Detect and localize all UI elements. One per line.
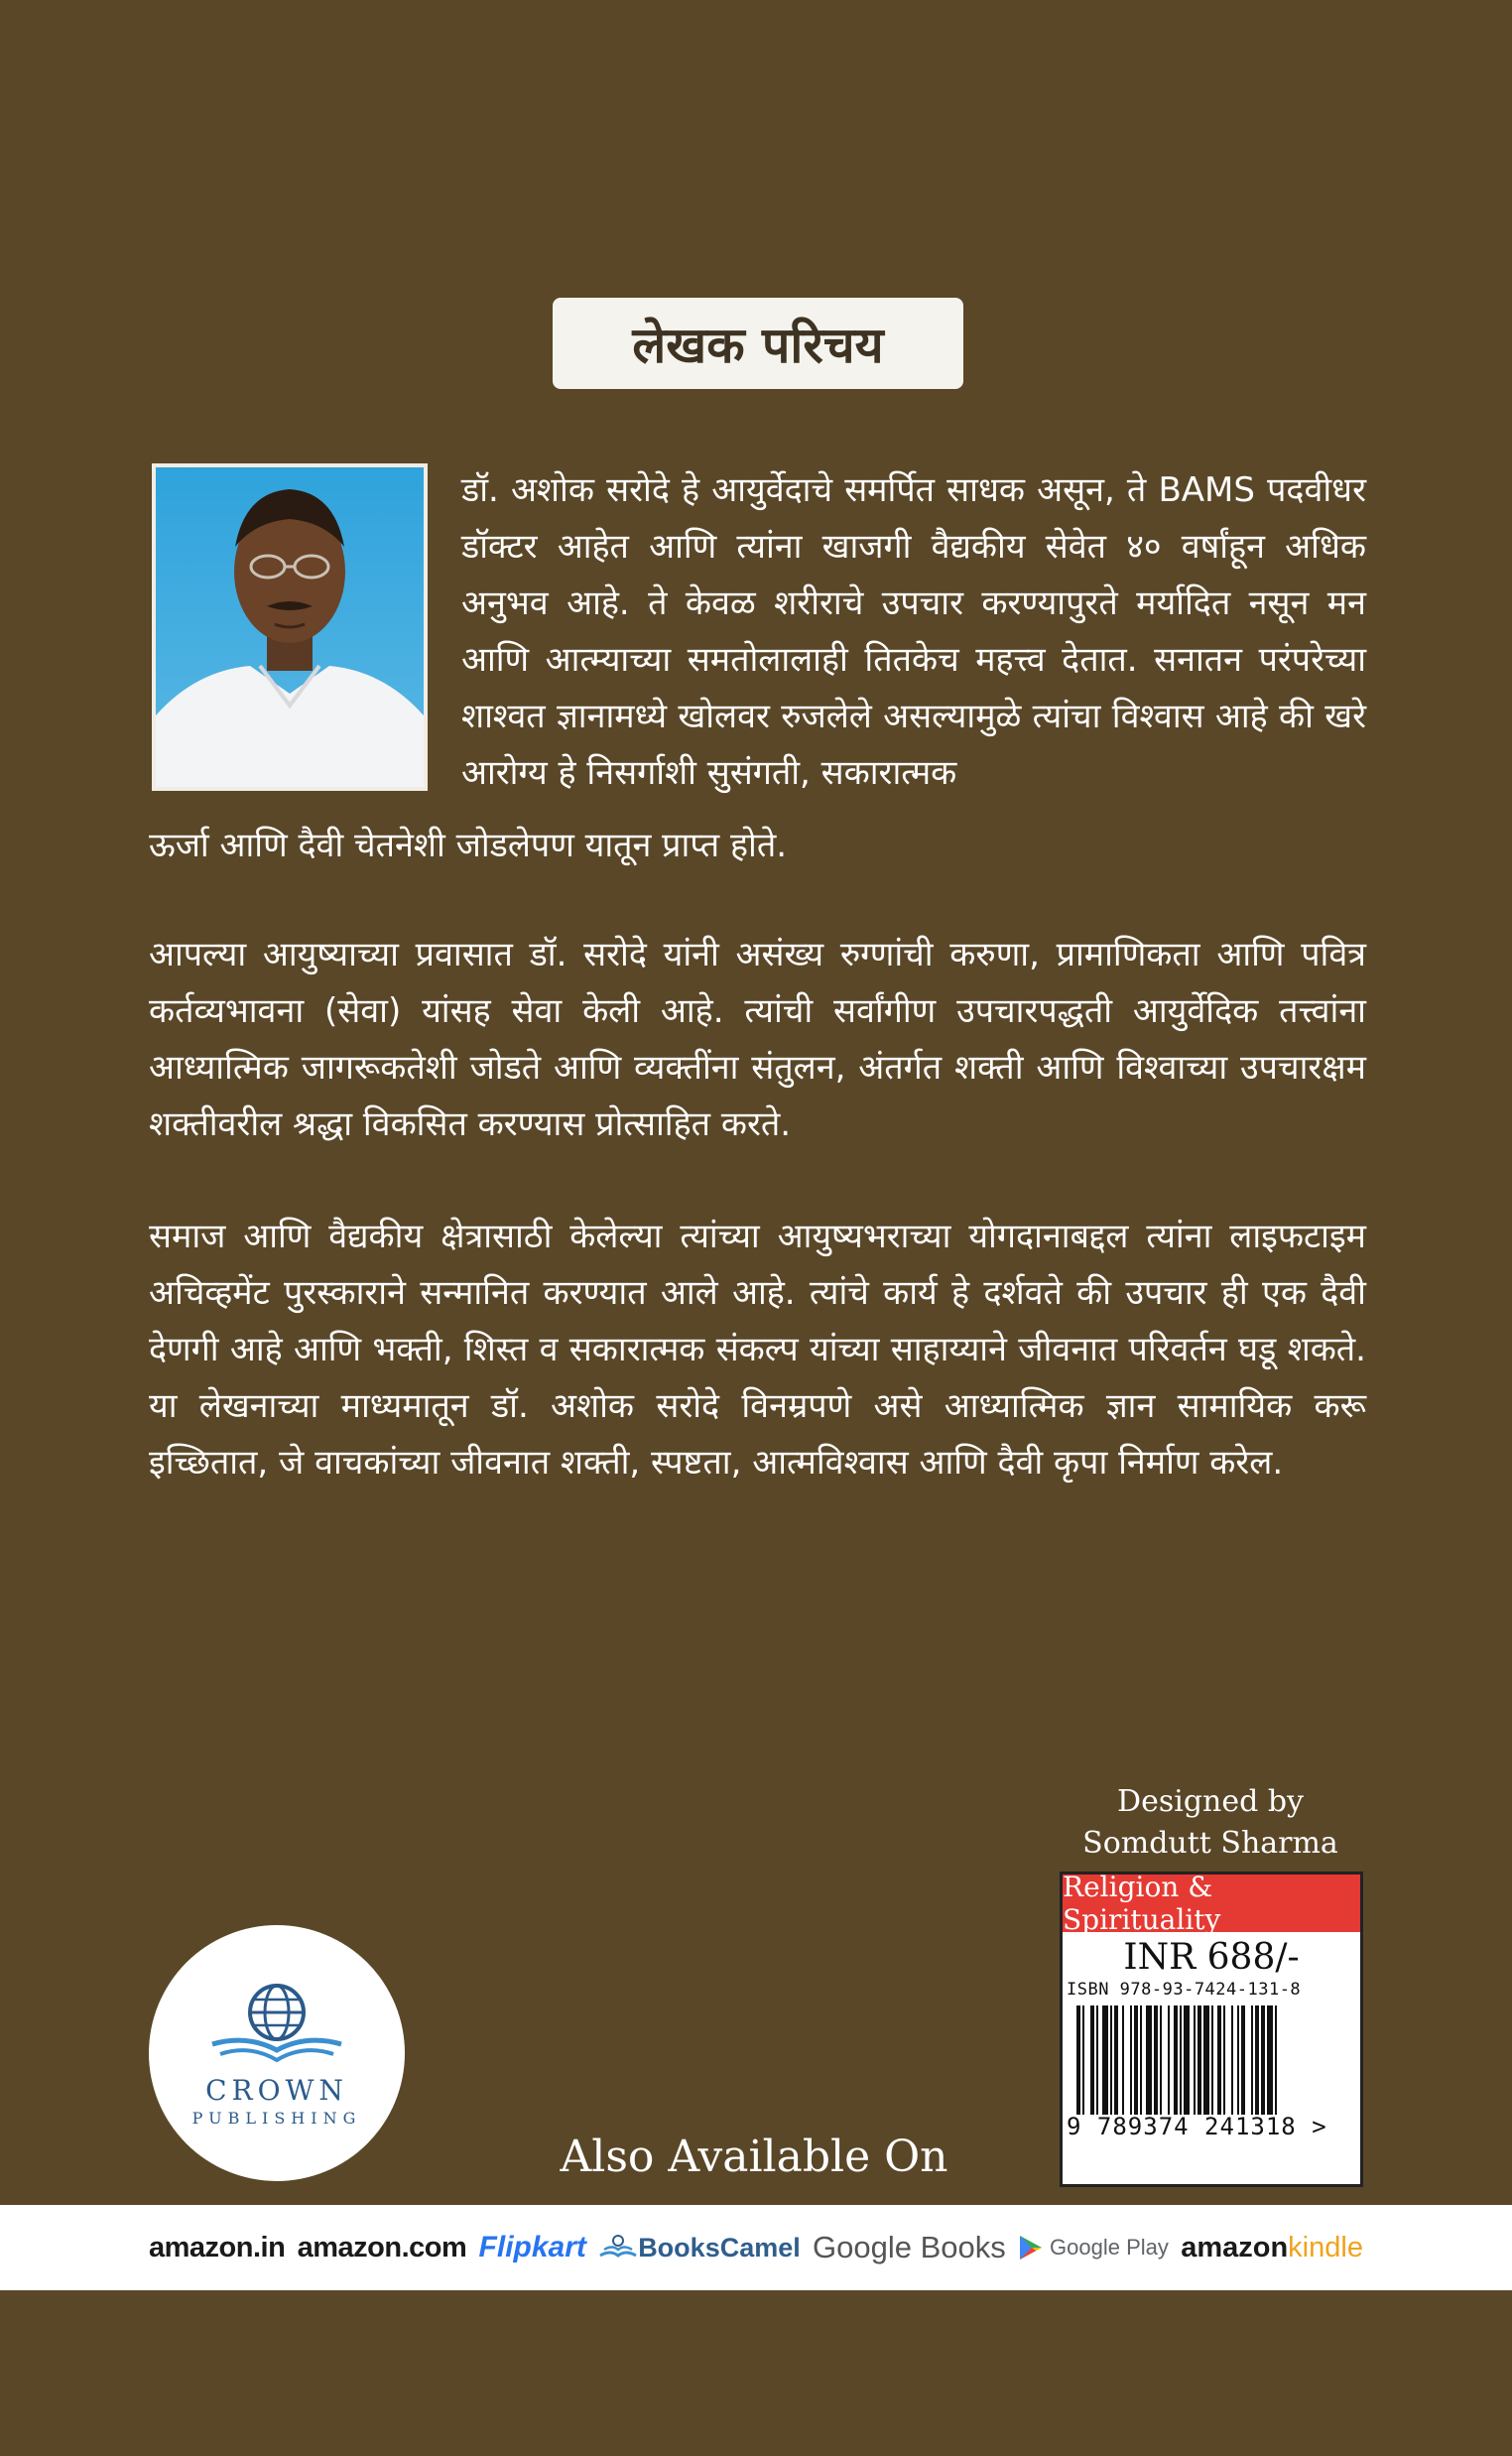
barcode-bar bbox=[1180, 2005, 1182, 2115]
publisher-logo bbox=[149, 1925, 405, 2181]
barcode-bar bbox=[1114, 2005, 1118, 2115]
bio-paragraph-1: डॉ. अशोक सरोदे हे आयुर्वेदाचे समर्पित साधक असून, ते BAMS पदवीधर डॉक्टर आहेत आणि त्यांना खाजगी वैद्यकीय सेवेत ४० वर्षांहून अधिक अनुभव आहे. ते केवळ शरीराचे उपचार करण्यापुरते मर्यादित नसून मन आणि आत्म्याच्या समतोलालाही तितकेच महत्त्व देतात. सनातन परंपरेच्या शाश्वत ज्ञानामध्ये खोलवर रुजलेले असल्यामुळे त्यांचा विश्वास आहे की खरे आरोग्य हे निसर्गाशी सुसंगती, सकारात्मक bbox=[461, 470, 1366, 793]
barcode-bar bbox=[1168, 2005, 1170, 2115]
category-label: Religion & Spirituality bbox=[1063, 1874, 1360, 1932]
bio-paragraph-1-continued: ऊर्जा आणि दैवी चेतनेशी जोडलेपण यातून प्राप्त होते. bbox=[149, 826, 788, 865]
barcode-bar bbox=[1146, 2005, 1152, 2115]
barcode-bar bbox=[1154, 2005, 1158, 2115]
store-amazon-com[interactable] bbox=[298, 2232, 467, 2264]
barcode-bar bbox=[1197, 2005, 1201, 2115]
amazon-in-label: amazon.in bbox=[149, 2231, 286, 2263]
publisher-name: CROWN bbox=[205, 2074, 348, 2107]
barcode-panel bbox=[1060, 1872, 1363, 2187]
barcode-bar bbox=[1110, 2005, 1112, 2115]
store-google-books[interactable] bbox=[813, 2230, 1006, 2265]
barcode-bar bbox=[1217, 2005, 1221, 2115]
play-triangle-icon bbox=[1018, 2234, 1044, 2262]
barcode-bar bbox=[1203, 2005, 1209, 2115]
store-bookscamel[interactable] bbox=[598, 2233, 801, 2263]
barcode-bar bbox=[1184, 2005, 1190, 2115]
barcode-bar bbox=[1223, 2005, 1225, 2115]
barcode-bar bbox=[1102, 2005, 1108, 2115]
designer-credit bbox=[1071, 1781, 1349, 1865]
amazon-com-label: amazon.com bbox=[297, 2231, 467, 2263]
barcode-bar bbox=[1076, 2005, 1080, 2115]
isbn-text: ISBN 978-93-7424-131-8 bbox=[1067, 1980, 1302, 2000]
kindle-suffix-label: kindle bbox=[1288, 2231, 1363, 2263]
barcode-bar bbox=[1211, 2005, 1213, 2115]
google-play-label: Google Play bbox=[1050, 2235, 1169, 2260]
barcode-bar bbox=[1251, 2005, 1253, 2115]
barcode-bar bbox=[1255, 2005, 1259, 2115]
publisher-sub: PUBLISHING bbox=[191, 2109, 362, 2128]
barcode-bar bbox=[1275, 2005, 1277, 2115]
barcode-bar bbox=[1174, 2005, 1178, 2115]
barcode-bar bbox=[1267, 2005, 1273, 2115]
flipkart-label: Flipkart bbox=[478, 2231, 586, 2263]
barcode-bar bbox=[1237, 2005, 1239, 2115]
store-amazon-in[interactable] bbox=[149, 2232, 285, 2264]
store-logos-bar bbox=[0, 2205, 1512, 2290]
barcode-bar bbox=[1134, 2005, 1138, 2115]
bio-paragraph-3: समाज आणि वैद्यकीय क्षेत्रासाठी केलेल्या त्यांच्या आयुष्यभराच्या योगदानाबद्दल त्यांना लाइफटाइम अचिव्हमेंट पुरस्काराने सन्मानित करण्यात आले आहे. त्यांचे कार्य हे दर्शवते की उपचार ही एक दैवी देणगी आहे आणि भक्ती, शिस्त व सकारात्मक संकल्प यांच्या साहाय्याने जीवनात परिवर्तन घडू शकते. या लेखनाच्या माध्यमातून डॉ. अशोक सरोदे विनम्रपणे असे आध्यात्मिक ज्ञान सामायिक करू इच्छितात, जे वाचकांच्या जीवनात शक्ती, स्पष्टता, आत्मविश्वास आणि दैवी कृपा निर्माण करेल. bbox=[149, 1217, 1366, 1483]
section-heading: लेखक परिचय bbox=[553, 298, 963, 389]
barcode-bar bbox=[1194, 2005, 1196, 2115]
barcode-bar bbox=[1241, 2005, 1245, 2115]
barcode-bars bbox=[1074, 2005, 1350, 2115]
store-amazon-kindle[interactable] bbox=[1181, 2232, 1363, 2264]
barcode-bar bbox=[1140, 2005, 1142, 2115]
price-label: INR 688/- bbox=[1123, 1937, 1300, 1978]
globe-book-icon bbox=[202, 1979, 351, 2068]
bio-paragraph-2: आपल्या आयुष्याच्या प्रवासात डॉ. सरोदे यांनी असंख्य रुग्णांची करुणा, प्रामाणिकता आणि पवित्र कर्तव्यभावना (सेवा) यांसह सेवा केली आहे. त्यांची सर्वांगीण उपचारपद्धती आयुर्वेदिक तत्त्वांना आध्यात्मिक जागरूकतेशी जोडते आणि व्यक्तींना संतुलन, अंतर्गत शक्ती आणि विश्वाच्या उपचारक्षम शक्तीवरील श्रद्धा विकसित करण्यास प्रोत्साहित करते. bbox=[149, 935, 1366, 1144]
barcode-bar bbox=[1122, 2005, 1124, 2115]
store-google-play[interactable] bbox=[1018, 2234, 1169, 2262]
google-books-label: Google Books bbox=[813, 2230, 1006, 2264]
barcode-bar bbox=[1261, 2005, 1265, 2115]
barcode-bar bbox=[1082, 2005, 1084, 2115]
available-on-heading: Also Available On bbox=[560, 2132, 948, 2182]
open-book-icon bbox=[598, 2234, 638, 2262]
store-flipkart[interactable] bbox=[479, 2231, 586, 2264]
barcode-digits: 9 789374 241318 > bbox=[1067, 2113, 1327, 2140]
barcode-bar bbox=[1231, 2005, 1233, 2115]
kindle-amazon-label: amazon bbox=[1181, 2231, 1289, 2263]
barcode-bar bbox=[1130, 2005, 1132, 2115]
author-photo bbox=[152, 463, 428, 791]
author-portrait-image bbox=[156, 467, 424, 787]
designer-name: Somdutt Sharma bbox=[1082, 1826, 1338, 1861]
barcode-bar bbox=[1096, 2005, 1098, 2115]
barcode-bar bbox=[1090, 2005, 1094, 2115]
barcode-bar bbox=[1160, 2005, 1162, 2115]
bookscamel-label: BooksCamel bbox=[638, 2232, 801, 2262]
designed-by-label: Designed by bbox=[1117, 1784, 1304, 1819]
